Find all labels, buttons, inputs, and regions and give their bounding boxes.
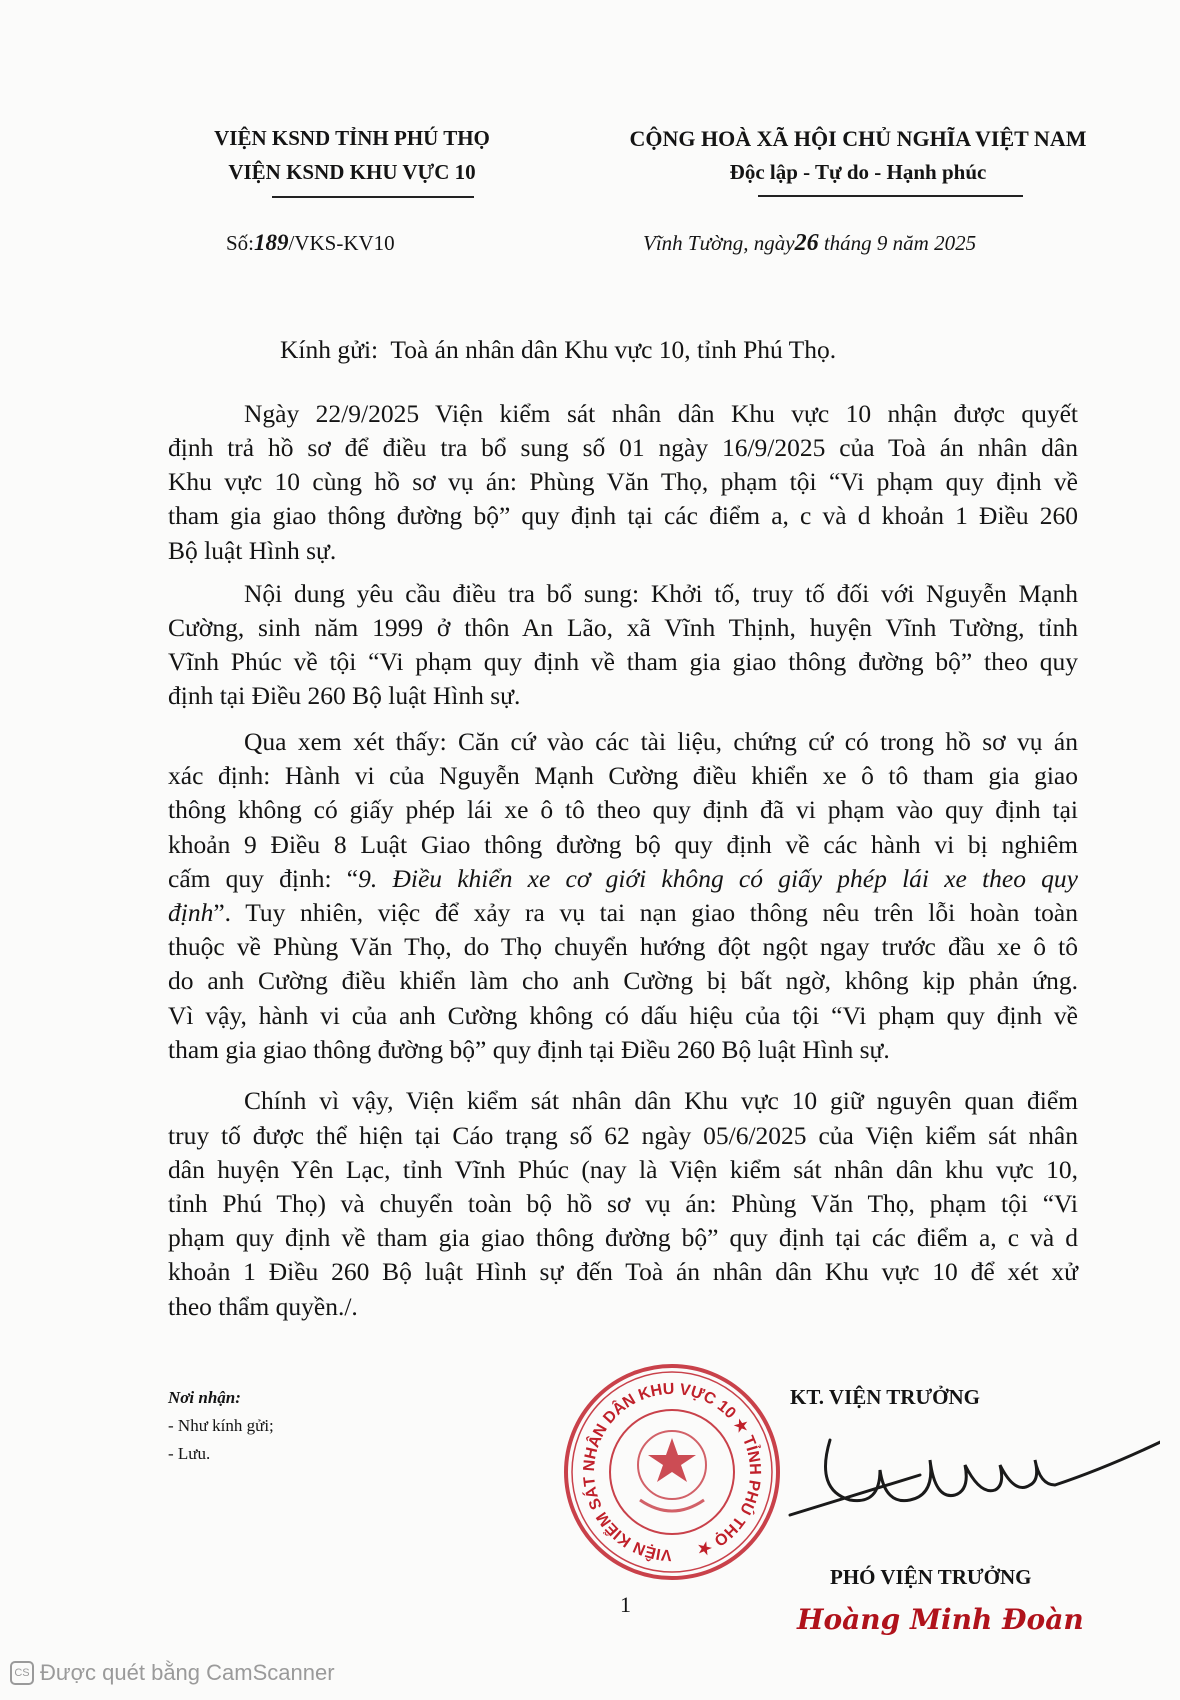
doc-number-suffix: /VKS-KV10 [288,231,395,255]
signature-on-behalf: KT. VIỆN TRƯỞNG [790,1385,981,1409]
body-line: Vĩnh Phúc về tội “Vi phạm quy định về tham gia giao thông đường bộ” theo quy [168,646,1078,676]
doc-date [643,230,976,257]
receivers-title: Nơi nhận: [168,1388,241,1407]
header-left-divider [272,196,474,198]
org-parent: VIỆN KSND TỈNH PHÚ THỌ [214,126,490,150]
body-line: khoản 1 Điều 260 Bộ luật Hình sự đến Toà án nhân dân Khu vực 10 để xét xử [168,1257,1078,1287]
receiver-item: - Như kính gửi; [168,1416,274,1435]
camscanner-watermark [10,1660,335,1686]
body-line: Ngày 22/9/2025 Viện kiểm sát nhân dân Khu vực 10 nhận được quyết [244,398,1078,428]
body-line: định trả hồ sơ để điều tra bổ sung số 01 ngày 16/9/2025 của Toà án nhân dân [168,432,1078,462]
camscanner-logo-icon: CS [10,1661,34,1685]
body-line: thông không có giấy phép lái xe ô tô theo quy định đã vi phạm vào quy định tại [168,795,1078,825]
signer-name: Hoàng Minh Đoàn [797,1603,1084,1636]
body-line: Qua xem xét thấy: Căn cứ vào các tài liệu, chứng cứ có trong hồ sơ vụ án [244,726,1078,756]
body-line: Khu vực 10 cùng hồ sơ vụ án: Phùng Văn Thọ, phạm tội “Vi phạm quy định về [168,467,1078,497]
date-suffix: tháng 9 năm 2025 [818,231,977,255]
body-line: Cường, sinh năm 1999 ở thôn An Lão, xã Vĩnh Thịnh, huyện Vĩnh Tường, tỉnh [168,612,1078,642]
body-text-segment: cấm quy định: “ [168,863,359,893]
nation-title: CỘNG HOÀ XÃ HỘI CHỦ NGHĨA VIỆT NAM [629,126,1087,151]
motto: Độc lập - Tự do - Hạnh phúc [729,160,987,184]
body-line [168,864,1078,894]
body-line: Vì vậy, hành vi của anh Cường không có dấu hiệu của tội “Vi phạm quy định về [168,1000,1078,1030]
body-line: xác định: Hành vi của Nguyễn Mạnh Cường điều khiển xe ô tô tham gia giao [168,761,1078,791]
signature-position: PHÓ VIỆN TRƯỞNG [830,1565,1032,1589]
body-line: Nội dung yêu cầu điều tra bổ sung: Khởi tố, truy tố đối với Nguyễn Mạnh [244,578,1078,608]
page-number: 1 [620,1592,631,1617]
body-line: thuộc về Phùng Văn Thọ, do Thọ chuyển hướng đột ngột ngay trước đầu xe ô tô [168,932,1078,962]
star-icon [648,1438,696,1482]
org-name: VIỆN KSND KHU VỰC 10 [228,160,476,184]
official-seal [560,1360,784,1584]
body-line: định tại Điều 260 Bộ luật Hình sự. [168,681,521,711]
doc-number-handwritten: 189 [254,230,289,255]
date-prefix: Vĩnh Tường, ngày [643,231,795,255]
body-line: Bộ luật Hình sự. [168,535,337,565]
quoted-law-text: 9. Điều khiển xe cơ giới không có giấy phép lái xe theo quy [358,863,1079,893]
body-line: phạm quy định về tham gia giao thông đường bộ” quy định tại các điểm a, c và d [168,1223,1078,1253]
body-line [168,898,1078,928]
body-text-segment: ”. Tuy nhiên, việc để xảy ra vụ tai nạn giao thông nêu trên lỗi hoàn toàn [213,897,1078,927]
recipient-label: Kính gửi: [280,335,379,364]
recipient [280,335,836,365]
body-line: truy tố được thể hiện tại Cáo trạng số 62 ngày 05/6/2025 của Viện kiểm sát nhân [168,1120,1078,1150]
quoted-law-text: định [168,897,214,927]
doc-number [226,230,395,256]
handwritten-signature [770,1420,1160,1530]
receiver-item: - Lưu. [168,1444,211,1463]
seal-text: VIỆN KIỂM SÁT NHÂN DÂN KHU VỰC 10 ★ TỈNH PHÚ THỌ ★ [580,1380,764,1564]
camscanner-text: Được quét bằng CamScanner [40,1660,335,1685]
body-line: Chính vì vậy, Viện kiểm sát nhân dân Khu vực 10 giữ nguyên quan điểm [244,1086,1078,1116]
header-right-divider [758,195,1023,197]
body-line: dân huyện Yên Lạc, tỉnh Vĩnh Phúc (nay là Viện kiểm sát nhân dân khu vực 10, [168,1154,1078,1184]
body-line: tham gia giao thông đường bộ” quy định tại các điểm a, c và d khoản 1 Điều 260 [168,501,1078,531]
body-line: theo thẩm quyền./. [168,1291,358,1321]
body-line: tham gia giao thông đường bộ” quy định tại Điều 260 Bộ luật Hình sự. [168,1034,890,1064]
date-day-handwritten: 26 [794,230,819,256]
body-line: khoản 9 Điều 8 Luật Giao thông đường bộ quy định về các hành vi bị nghiêm [168,829,1078,859]
body-line: tỉnh Phú Thọ) và chuyển toàn bộ hồ sơ vụ án: Phùng Văn Thọ, phạm tội “Vi [168,1189,1078,1219]
recipient-name: Toà án nhân dân Khu vực 10, tỉnh Phú Thọ. [390,335,837,364]
doc-number-prefix: Số: [226,231,255,255]
body-line: do anh Cường điều khiển làm cho anh Cường bị bất ngờ, không kịp phản ứng. [168,966,1078,996]
